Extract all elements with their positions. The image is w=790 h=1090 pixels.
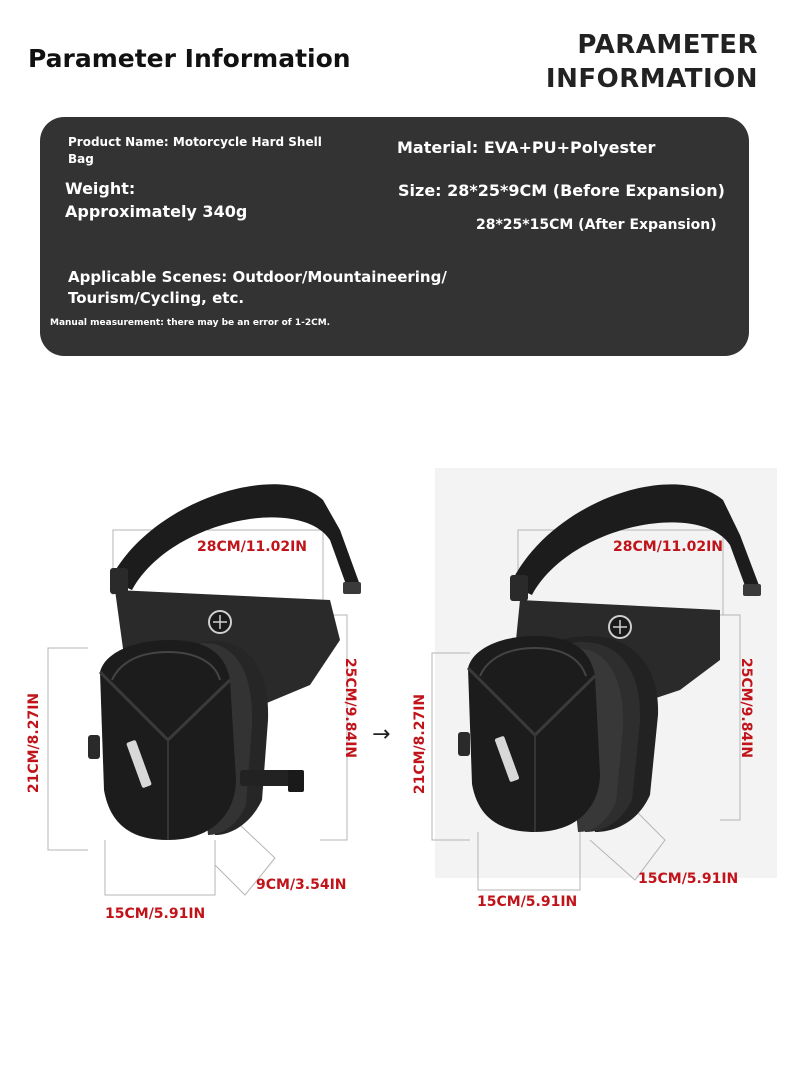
right-height-right-label: 25CM/9.84IN — [738, 657, 755, 759]
product-name-line2: Bag — [68, 152, 94, 166]
title-right-line1: PARAMETER — [577, 30, 758, 60]
scenes-line2: Tourism/Cycling, etc. — [68, 289, 245, 307]
size-after: 28*25*15CM (After Expansion) — [476, 217, 717, 233]
title-right-line2: INFORMATION — [545, 64, 758, 94]
size-before: Size: 28*25*9CM (Before Expansion) — [398, 181, 725, 200]
material: Material: EVA+PU+Polyester — [397, 138, 656, 157]
page-title-stylized — [546, 28, 758, 96]
right-depth-label: 15CM/5.91IN — [638, 871, 739, 887]
left-height-right-label: 25CM/9.84IN — [342, 657, 359, 759]
applicable-scenes — [68, 267, 447, 309]
page-title: Parameter Information — [28, 44, 351, 73]
left-height-left-label: 21CM/8.27IN — [26, 692, 43, 794]
product-name-line1: Product Name: Motorcycle Hard Shell — [68, 135, 322, 149]
left-depth-label: 9CM/3.54IN — [256, 877, 347, 893]
arrow-right-icon: → — [372, 722, 391, 747]
measurement-note: Manual measurement: there may be an error of 1-2CM. — [50, 318, 331, 328]
parameter-panel — [40, 117, 749, 356]
product-name — [68, 134, 322, 168]
weight-line1: Weight: — [65, 179, 136, 198]
weight-line2: Approximately 340g — [65, 202, 248, 221]
right-width-top-label: 28CM/11.02IN — [613, 539, 724, 555]
right-width-bottom-label: 15CM/5.91IN — [477, 894, 578, 910]
weight — [65, 177, 247, 223]
right-height-left-label: 21CM/8.27IN — [412, 693, 429, 795]
right-bag-illustration — [420, 440, 780, 920]
left-width-top-label: 28CM/11.02IN — [197, 539, 308, 555]
scenes-line1: Applicable Scenes: Outdoor/Mountaineering/ — [68, 268, 447, 286]
left-width-bottom-label: 15CM/5.91IN — [105, 906, 206, 922]
